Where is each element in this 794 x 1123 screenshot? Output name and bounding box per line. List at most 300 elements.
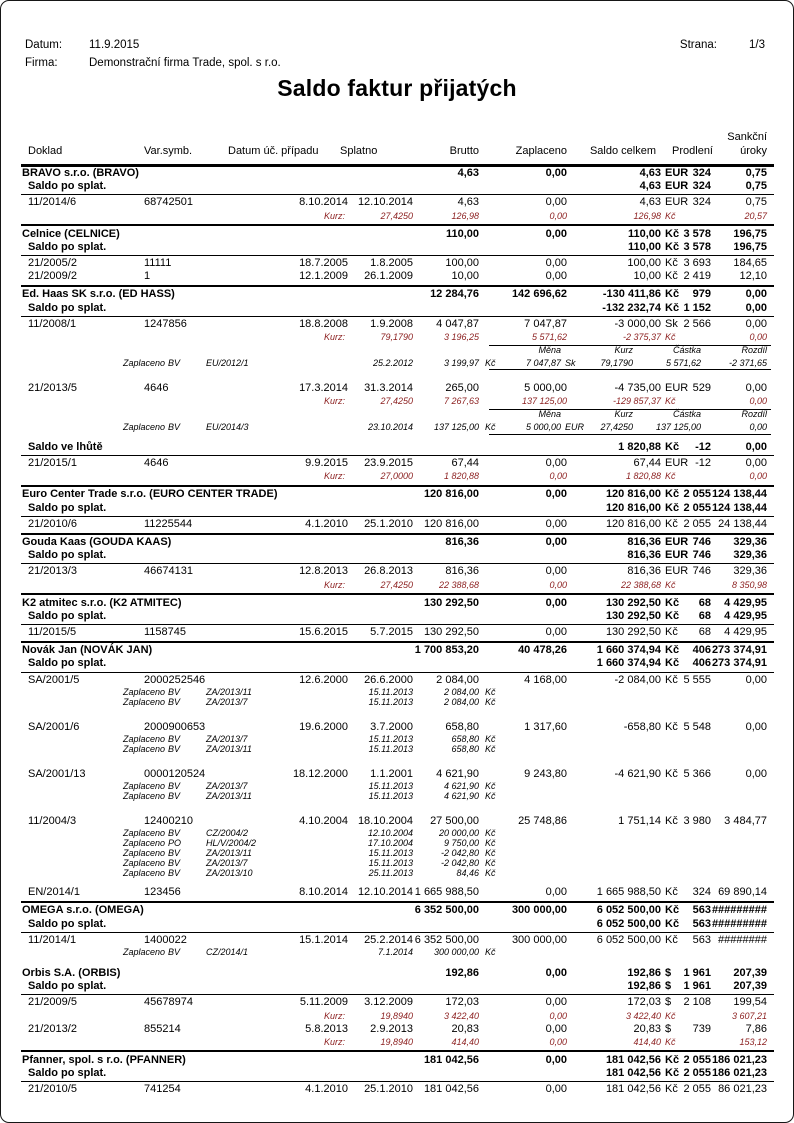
- prodleni-cell: -12: [695, 441, 711, 454]
- zaplaceno-label: Zaplaceno: [123, 686, 166, 697]
- zaplaceno-label: Zaplaceno: [123, 868, 166, 879]
- prodleni-cell: 5 548: [683, 720, 711, 733]
- splatno-cell: 31.3.2014: [364, 381, 413, 394]
- currency-cell: Kč: [665, 657, 680, 670]
- splatno-cell: 26.6.2000: [364, 673, 413, 686]
- section-separator: [21, 932, 774, 933]
- saldo-cell: 4,63: [639, 196, 661, 209]
- brutto-cell: 4,63: [457, 196, 479, 209]
- payment-type: BV: [168, 947, 181, 957]
- zaplaceno-cell: 0,00: [545, 596, 567, 609]
- payhdr-row: [1, 344, 793, 357]
- currency-cell: Kč: [665, 644, 680, 657]
- payment-date: 15.11.2013: [368, 733, 413, 744]
- col-sankcni-line1: Sankční: [727, 131, 767, 143]
- prodleni-cell: 68: [698, 625, 711, 638]
- prodleni-cell: 746: [692, 536, 711, 548]
- kurz-label: Kurz:: [323, 210, 345, 221]
- detail-row: [1, 768, 793, 781]
- payment-currency: Kč: [485, 848, 496, 859]
- section-separator: [21, 516, 774, 517]
- pay-row: [1, 828, 793, 838]
- currency-cell: Kč: [665, 501, 680, 514]
- payment-type: BV: [168, 357, 181, 368]
- subtotal-label: Saldo po splat.: [28, 917, 107, 930]
- subtotal-label: Saldo po splat.: [28, 609, 107, 622]
- section-separator: [21, 255, 774, 256]
- payment-amount: 3 199,97: [443, 357, 479, 368]
- pay-row: [1, 838, 793, 848]
- prodleni-cell: 68: [698, 609, 711, 622]
- payment-date: 15.11.2013: [368, 743, 413, 754]
- doklad-cell: SA/2001/13: [28, 767, 86, 780]
- saldo-cell: 816,36: [627, 549, 661, 562]
- brutto-czk-cell: 22 388,68: [438, 579, 479, 590]
- brutto-czk-cell: 7 267,63: [443, 396, 479, 407]
- sankcni-cell: 329,36: [733, 549, 767, 562]
- zaplaceno-cell: 9 243,80: [524, 767, 567, 780]
- zaplaceno-label: Zaplaceno: [123, 733, 166, 744]
- section-separator: [21, 1050, 774, 1052]
- pay-col-mena: Měna: [538, 409, 561, 420]
- prodleni-cell: 1 152: [683, 301, 711, 314]
- subtotal-row: [1, 657, 793, 670]
- saldo-cell: -4 735,00: [614, 381, 661, 394]
- brutto-cell: 816,36: [445, 565, 479, 578]
- detail-row: [1, 518, 793, 531]
- splatno-cell: 12.10.2014: [357, 196, 413, 209]
- varsymb-cell: 11225544: [144, 517, 193, 530]
- sankcni-cell: 0,00: [745, 457, 767, 470]
- datum-cell: 12.6.2000: [299, 673, 348, 686]
- saldo-cell: 816,36: [627, 565, 661, 578]
- sankcni-czk-cell: 153,12: [739, 1036, 767, 1047]
- splatno-cell: 5.7.2015: [370, 625, 413, 638]
- prodleni-cell: 563: [692, 917, 711, 930]
- payment-currency: Kč: [485, 858, 496, 869]
- datum-cell: 18.12.2000: [292, 767, 348, 780]
- detail-row: [1, 565, 793, 578]
- brutto-cell: 120 816,00: [423, 488, 479, 501]
- saldo-cell: 1 820,88: [618, 441, 661, 454]
- pay-col-castka: Částka: [672, 409, 701, 420]
- section-separator: [21, 641, 774, 643]
- payment-date: 25.2.2012: [372, 357, 413, 368]
- subtotal-label: Saldo ve lhůtě: [28, 441, 103, 454]
- pay-row: [1, 734, 793, 744]
- zaplaceno-cell: 40 478,26: [518, 644, 567, 657]
- prodleni-cell: 3 980: [683, 815, 711, 828]
- varsymb-cell: 2000252546: [144, 673, 206, 686]
- col-splatno: Splatno: [340, 145, 378, 157]
- pay-row: [1, 868, 793, 878]
- payment-doc: ZA/2013/11: [206, 743, 252, 754]
- datum-cell: 18.8.2008: [299, 317, 348, 330]
- currency-cell: Kč: [665, 596, 680, 609]
- table-body: [1, 167, 793, 1096]
- payment-currency: Kč: [485, 947, 496, 957]
- subtotal-row: [1, 180, 793, 193]
- subtotal-row: [1, 549, 793, 562]
- kurz-label: Kurz:: [323, 331, 345, 342]
- prodleni-cell: 2 055: [683, 501, 711, 514]
- payment-doc: EU/2012/1: [206, 357, 249, 368]
- payment-type: BV: [168, 686, 181, 697]
- sankcni-cell: 4 429,95: [724, 609, 767, 622]
- saldo-czk-cell: -2 375,37: [622, 331, 661, 342]
- kurz-label: Kurz:: [323, 1010, 345, 1021]
- zaplaceno-label: Zaplaceno: [123, 422, 166, 433]
- zaplaceno-cell: 4 168,00: [524, 673, 567, 686]
- zaplaceno-label: Zaplaceno: [123, 781, 166, 792]
- currency-cell: Kč: [665, 904, 680, 917]
- varsymb-cell: 46674131: [144, 565, 193, 578]
- section-separator: [21, 224, 774, 226]
- doklad-cell: 21/2005/2: [28, 256, 77, 269]
- zaplaceno-label: Zaplaceno: [123, 791, 166, 802]
- brutto-czk-cell: 126,98: [451, 210, 479, 221]
- currency-cell: Kč: [665, 609, 680, 622]
- prodleni-cell: 529: [692, 381, 711, 394]
- payment-amount: 658,80: [451, 733, 479, 744]
- pay-kurz-value: 79,1790: [600, 357, 633, 368]
- doklad-cell: 21/2010/6: [28, 517, 77, 530]
- prodleni-cell: 324: [692, 886, 711, 899]
- col-zaplaceno: Zaplaceno: [515, 145, 567, 157]
- section-separator: [21, 563, 774, 564]
- prodleni-cell: 746: [692, 565, 711, 578]
- datum-cell: 9.9.2015: [305, 457, 348, 470]
- zaplaceno-cell: 0,00: [545, 196, 567, 209]
- page-number-value: 1/3: [749, 39, 765, 51]
- zaplaceno-label: Zaplaceno: [123, 828, 166, 839]
- datum-cell: 12.1.2009: [299, 270, 348, 283]
- splatno-cell: 25.1.2010: [364, 517, 413, 530]
- payment-doc: ZA/2013/10: [206, 868, 253, 879]
- payment-currency: Kč: [485, 733, 496, 744]
- payment-type: BV: [168, 781, 181, 792]
- sankcni-cell: 0,00: [745, 720, 767, 733]
- brutto-cell: 816,36: [445, 536, 479, 548]
- saldo-cell: -4 621,90: [614, 767, 661, 780]
- sankcni-czk-cell: 20,57: [744, 210, 767, 221]
- brutto-cell: 10,00: [451, 270, 479, 283]
- datum-cell: 4.1.2010: [305, 517, 348, 530]
- payment-date: 15.11.2013: [368, 696, 413, 707]
- payment-date: 15.11.2013: [368, 686, 413, 697]
- brutto-cell: 4 047,87: [436, 317, 479, 330]
- sankcni-cell: 184,65: [733, 256, 767, 269]
- sankcni-cell: 186 021,23: [711, 1053, 767, 1066]
- datum-cell: 17.3.2014: [299, 381, 348, 394]
- zaplaceno-cell: 300 000,00: [511, 933, 567, 946]
- vendor-name: K2 atmitec s.r.o. (K2 ATMITEC): [22, 596, 182, 609]
- prodleni-cell: 2 055: [683, 1066, 711, 1079]
- pay-col-kurz: Kurz: [614, 344, 633, 355]
- brutto-czk-cell: 414,40: [451, 1036, 479, 1047]
- detail-row: [1, 721, 793, 734]
- detail-row: [1, 1023, 793, 1036]
- detail-row: [1, 674, 793, 687]
- subtotal-row: [1, 502, 793, 515]
- payment-currency: Kč: [485, 696, 496, 707]
- currency-cell: Kč: [665, 471, 676, 482]
- zaplaceno-label: Zaplaceno: [123, 838, 166, 849]
- payment-amount: -2 042,80: [440, 858, 479, 869]
- currency-cell: Kč: [665, 1036, 676, 1047]
- saldo-czk-cell: 126,98: [633, 210, 661, 221]
- spacer: [1, 801, 793, 815]
- saldo-cell: 4,63: [639, 167, 661, 179]
- vendor-name: Euro Center Trade s.r.o. (EURO CENTER TRADE): [22, 488, 278, 501]
- prodleni-cell: 5 555: [683, 673, 711, 686]
- brutto-cell: 6 352 500,00: [414, 933, 479, 946]
- pay-mena-value: 5 000,00: [525, 422, 561, 433]
- section-separator: [21, 901, 774, 903]
- section-separator: [21, 194, 774, 195]
- doklad-cell: SA/2001/5: [28, 673, 80, 686]
- currency-cell: Kč: [665, 488, 680, 501]
- splatno-cell: 3.12.2009: [364, 996, 413, 1009]
- payment-date: 17.10.2004: [367, 838, 413, 849]
- payment-currency: Kč: [485, 781, 496, 792]
- kurz-label: Kurz:: [323, 471, 345, 482]
- sankcni-cell: 207,39: [733, 967, 767, 979]
- saldo-czk-cell: 1 820,88: [625, 471, 661, 482]
- prodleni-cell: 3 578: [683, 227, 711, 240]
- splatno-cell: 1.8.2005: [370, 256, 413, 269]
- zaplaceno-cell: 5 000,00: [524, 381, 567, 394]
- datum-cell: 4.1.2010: [305, 1083, 348, 1096]
- zaplaceno-czk-cell: 0,00: [549, 579, 567, 590]
- pay-mena-currency: Sk: [565, 357, 576, 368]
- vendor-row: [1, 167, 793, 180]
- splatno-cell: 26.8.2013: [364, 565, 413, 578]
- prodleni-cell: 406: [692, 657, 711, 670]
- payment-type: BV: [168, 422, 181, 433]
- currency-cell: Kč: [665, 933, 678, 946]
- zaplaceno-cell: 0,00: [545, 996, 567, 1009]
- vendor-name: Orbis S.A. (ORBIS): [22, 967, 121, 979]
- zaplaceno-cell: 25 748,86: [518, 815, 567, 828]
- kurz-row: [1, 1010, 793, 1023]
- zaplaceno-cell: 0,00: [545, 517, 567, 530]
- spacer: [1, 370, 793, 382]
- sankcni-cell: #########: [711, 917, 767, 930]
- zaplaceno-cell: 0,00: [545, 488, 567, 501]
- payment-doc: ZA/2013/11: [206, 791, 252, 802]
- saldo-cell: 110,00: [627, 227, 661, 240]
- zaplaceno-cell: 0,00: [545, 565, 567, 578]
- doklad-cell: 21/2009/5: [28, 996, 77, 1009]
- pay-col-rozdil: Rozdíl: [741, 409, 767, 420]
- brutto-cell: 27 500,00: [430, 815, 479, 828]
- payment-type: BV: [168, 868, 181, 879]
- sankcni-cell: 273 374,91: [711, 644, 767, 657]
- currency-cell: Kč: [665, 256, 678, 269]
- saldo-czk-cell: 414,40: [633, 1036, 661, 1047]
- saldo-cell: 4,63: [639, 180, 661, 193]
- kurz-row: [1, 395, 793, 408]
- prodleni-cell: 563: [692, 933, 711, 946]
- sankcni-cell: 24 138,44: [718, 517, 767, 530]
- zaplaceno-czk-cell: 0,00: [549, 1010, 567, 1021]
- datum-cell: 18.7.2005: [299, 256, 348, 269]
- varsymb-cell: 741254: [144, 1083, 181, 1096]
- subtotal-row: [1, 1067, 793, 1080]
- payment-doc: ZA/2013/7: [206, 733, 248, 744]
- pay-castka-value: 5 571,62: [665, 357, 701, 368]
- saldo-cell: 1 751,14: [618, 815, 661, 828]
- payment-doc: HL/V/2004/2: [206, 838, 257, 849]
- payment-type: PO: [168, 838, 182, 849]
- payment-type: BV: [168, 848, 181, 859]
- currency-cell: Kč: [665, 441, 680, 454]
- prodleni-cell: 2 055: [683, 1083, 711, 1096]
- splatno-cell: 26.1.2009: [364, 270, 413, 283]
- brutto-czk-cell: 3 422,40: [443, 1010, 479, 1021]
- currency-cell: Kč: [665, 301, 680, 314]
- sankcni-cell: 0,00: [745, 441, 767, 454]
- currency-cell: Kč: [665, 720, 678, 733]
- splatno-cell: 23.9.2015: [364, 457, 413, 470]
- prodleni-cell: 3 693: [683, 256, 711, 269]
- payment-currency: Kč: [485, 422, 496, 433]
- saldo-cell: -130 411,86: [602, 288, 661, 301]
- spacer: [1, 754, 793, 768]
- payment-date: 12.10.2004: [367, 828, 413, 839]
- payment-currency: Kč: [485, 791, 496, 802]
- zaplaceno-cell: 0,00: [545, 270, 567, 283]
- brutto-cell: 12 284,76: [430, 288, 479, 301]
- brutto-cell: 181 042,56: [423, 1053, 479, 1066]
- saldo-cell: -2 084,00: [614, 673, 661, 686]
- sankcni-cell: 329,36: [733, 565, 767, 578]
- vendor-name: Novák Jan (NOVÁK JAN): [22, 644, 153, 657]
- zaplaceno-label: Zaplaceno: [123, 357, 166, 368]
- doklad-cell: 21/2015/1: [28, 457, 77, 470]
- prodleni-cell: 324: [692, 180, 711, 193]
- pay-row: [1, 791, 793, 801]
- payment-date: 15.11.2013: [368, 791, 413, 802]
- currency-cell: Kč: [665, 1010, 676, 1021]
- splatno-cell: 25.2.2014: [364, 933, 413, 946]
- saldo-czk-cell: 3 422,40: [625, 1010, 661, 1021]
- vendor-row: [1, 597, 793, 610]
- pay-row: [1, 744, 793, 754]
- payment-doc: CZ/2014/1: [206, 947, 249, 957]
- saldo-cell: 181 042,56: [605, 1053, 661, 1066]
- payment-date: 23.10.2014: [367, 422, 413, 433]
- currency-cell: Kč: [665, 240, 680, 253]
- vendor-row: [1, 536, 793, 549]
- splatno-cell: 1.9.2008: [370, 317, 413, 330]
- currency-cell: Kč: [665, 210, 676, 221]
- sankcni-cell: 199,54: [733, 996, 767, 1009]
- payment-type: BV: [168, 696, 181, 707]
- currency-cell: EUR: [665, 536, 689, 548]
- zaplaceno-label: Zaplaceno: [123, 743, 166, 754]
- section-separator: [21, 624, 774, 625]
- sankcni-cell: 186 021,23: [711, 1066, 767, 1079]
- brutto-cell: 130 292,50: [423, 625, 479, 638]
- datum-cell: 12.8.2013: [299, 565, 348, 578]
- vendor-row: [1, 967, 793, 980]
- brutto-cell: 265,00: [445, 381, 479, 394]
- detail-row: [1, 996, 793, 1009]
- currency-cell: Kč: [665, 331, 676, 342]
- saldo-cell: -132 232,74: [602, 301, 661, 314]
- vendor-row: [1, 644, 793, 657]
- subtotal-label: Saldo po splat.: [28, 301, 107, 314]
- payment-date: 15.11.2013: [368, 781, 413, 792]
- detail-row: [1, 318, 793, 331]
- subtotal-row: [1, 302, 793, 315]
- pay-row: [1, 947, 793, 957]
- pay-row: [1, 781, 793, 791]
- doklad-cell: 11/2004/3: [28, 815, 77, 828]
- pay-col-mena: Měna: [538, 344, 561, 355]
- splatno-cell: 2.9.2013: [370, 1022, 413, 1035]
- brutto-cell: 4 621,90: [436, 767, 479, 780]
- varsymb-cell: 1400022: [144, 933, 187, 946]
- saldo-cell: 172,03: [627, 996, 661, 1009]
- saldo-cell: 100,00: [627, 256, 661, 269]
- splatno-cell: 1.1.2001: [370, 767, 413, 780]
- section-separator: [21, 1081, 774, 1082]
- datum-cell: 4.10.2004: [299, 815, 348, 828]
- company-label: Firma:: [25, 57, 58, 69]
- currency-cell: $: [665, 967, 672, 979]
- brutto-cell: 130 292,50: [423, 596, 479, 609]
- sankcni-cell: 329,36: [733, 536, 767, 548]
- section-separator: [21, 533, 774, 535]
- subtotal-row: [1, 918, 793, 931]
- varsymb-cell: 45678974: [144, 996, 193, 1009]
- doklad-cell: 21/2013/5: [28, 381, 77, 394]
- varsymb-cell: 855214: [144, 1022, 181, 1035]
- currency-cell: Kč: [665, 767, 678, 780]
- saldo-cell: 6 052 500,00: [596, 933, 661, 946]
- date-value: 11.9.2015: [89, 39, 140, 51]
- payment-amount: 9 750,00: [443, 838, 479, 849]
- brutto-cell: 20,83: [451, 1022, 479, 1035]
- payment-currency: Kč: [485, 357, 496, 368]
- payment-amount: 2 084,00: [443, 696, 479, 707]
- sankcni-cell: 273 374,91: [711, 657, 767, 670]
- table-column-header: [1, 131, 793, 162]
- payment-date: 25.11.2013: [368, 868, 413, 879]
- section-separator: [21, 316, 774, 317]
- prodleni-cell: 324: [692, 167, 711, 179]
- section-separator: [21, 672, 774, 673]
- kurz-label: Kurz:: [323, 579, 345, 590]
- brutto-cell: 181 042,56: [423, 1083, 479, 1096]
- zaplaceno-label: Zaplaceno: [123, 947, 166, 957]
- detail-row: [1, 257, 793, 270]
- currency-cell: Kč: [665, 396, 676, 407]
- splatno-cell: 3.7.2000: [370, 720, 413, 733]
- zaplaceno-czk-cell: 0,00: [549, 471, 567, 482]
- sankcni-cell: 69 890,14: [718, 886, 767, 899]
- payment-doc: ZA/2013/7: [206, 696, 248, 707]
- varsymb-cell: 1158745: [144, 625, 187, 638]
- section-separator: [21, 593, 774, 595]
- brutto-cell: 1 665 988,50: [414, 886, 479, 899]
- col-doklad: Doklad: [28, 145, 63, 157]
- payment-section-line: [489, 369, 771, 370]
- subtotal-label: Saldo po splat.: [28, 1066, 107, 1079]
